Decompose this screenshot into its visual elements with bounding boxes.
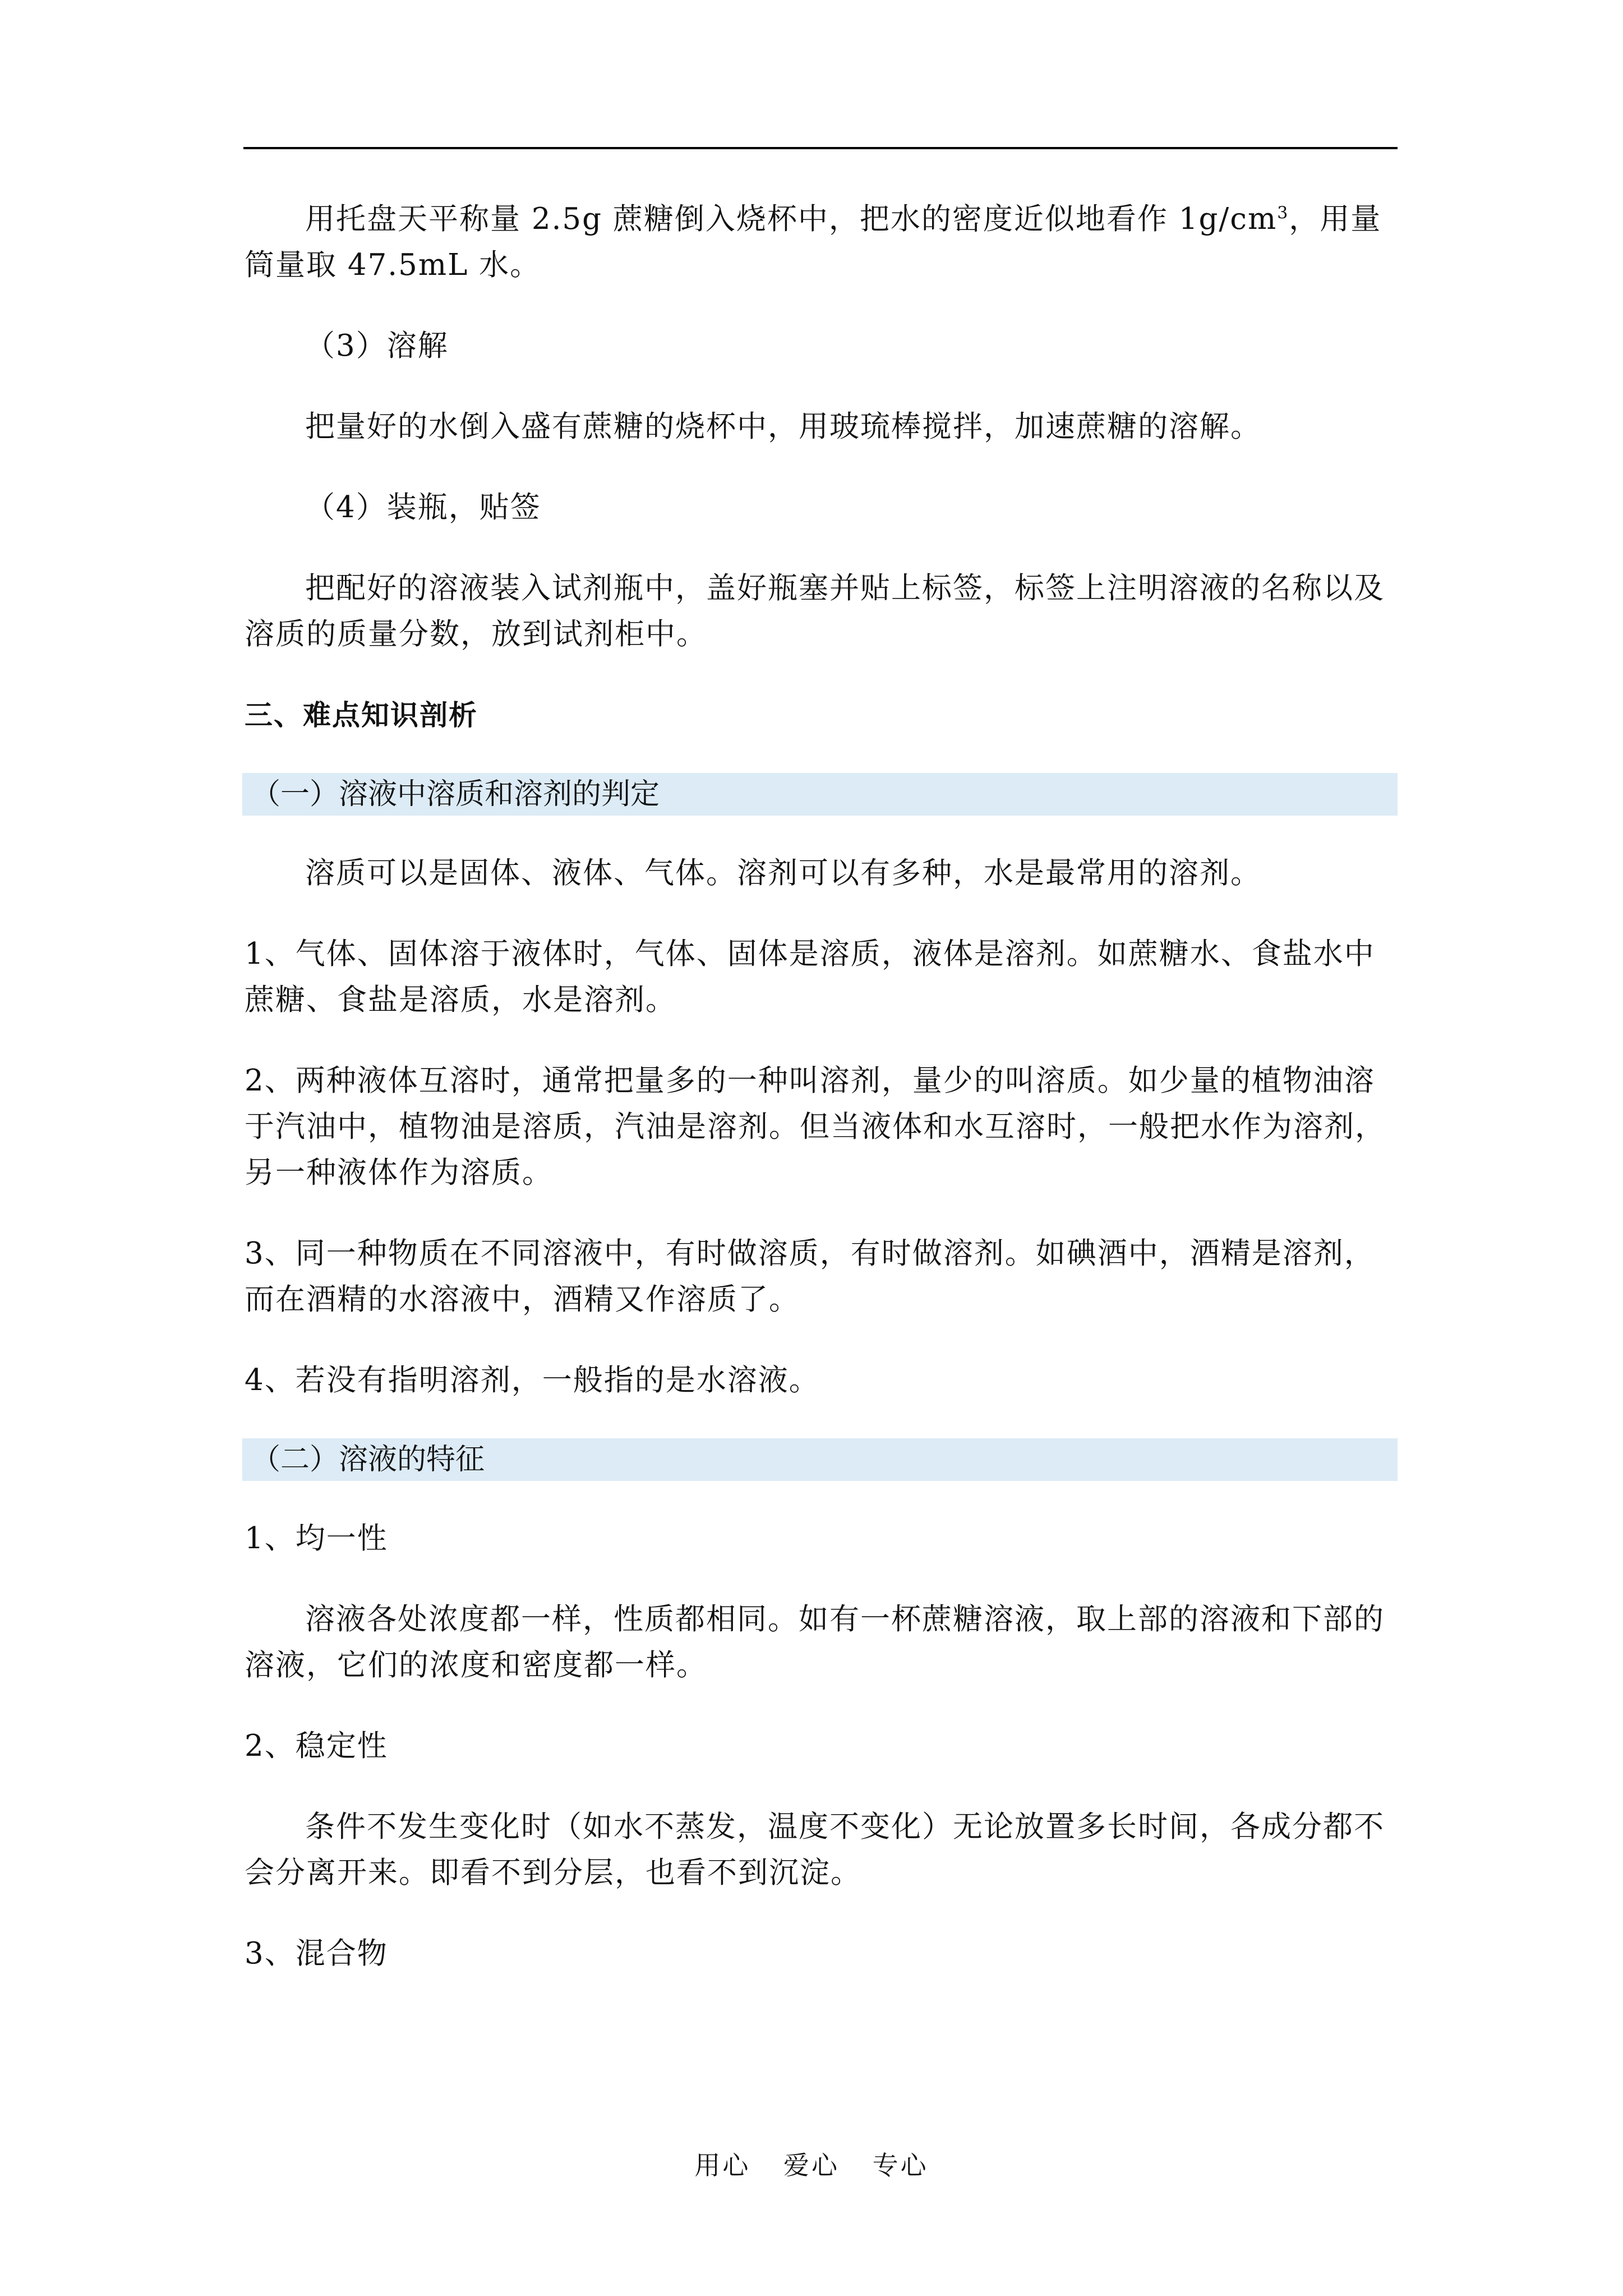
step-bottling-text: 把配好的溶液装入试剂瓶中，盖好瓶塞并贴上标签，标签上注明溶液的名称以及溶质的质量分数，放到试剂柜中。 bbox=[245, 571, 1385, 651]
header-rule bbox=[243, 147, 1398, 149]
section-difficult-points-title: 三、难点知识剖析 bbox=[245, 699, 478, 731]
feature-stability-text: 条件不发生变化时（如水不蒸发，温度不变化）无论放置多长时间，各成分都不会分离开来。即看不到分层，也看不到沉淀。 bbox=[245, 1810, 1385, 1890]
superscript-3: 3 bbox=[1277, 203, 1289, 223]
solute-solvent-item-1: 1、气体、固体溶于液体时，气体、固体是溶质，液体是溶剂。如蔗糖水、食盐水中蔗糖、食盐是溶质，水是溶剂。 bbox=[245, 937, 1375, 1017]
paragraph-weighing-text: 用托盘天平称量 2.5g 蔗糖倒入烧杯中，把水的密度近似地看作 1g/cm bbox=[305, 202, 1278, 236]
feature-uniformity-heading: 1、均一性 bbox=[245, 1521, 388, 1556]
solute-solvent-intro: 溶质可以是固体、液体、气体。溶剂可以有多种，水是最常用的溶剂。 bbox=[305, 856, 1261, 890]
feature-uniformity-text: 溶液各处浓度都一样，性质都相同。如有一杯蔗糖溶液，取上部的溶液和下部的溶液，它们的浓度和密度都一样。 bbox=[245, 1602, 1385, 1682]
step-dissolve-heading: （3）溶解 bbox=[305, 329, 449, 363]
page-content bbox=[245, 196, 1398, 2012]
subsection-solution-features-title: （二）溶液的特征 bbox=[242, 1438, 1398, 1481]
step-bottling-heading: （4）装瓶，贴签 bbox=[305, 490, 541, 524]
feature-stability-heading: 2、稳定性 bbox=[245, 1729, 388, 1763]
paragraph-weighing-tail: ，用量筒量取 47.5mL 水。 bbox=[245, 202, 1382, 282]
solute-solvent-item-3: 3、同一种物质在不同溶液中，有时做溶质，有时做溶剂。如碘酒中，酒精是溶剂，而在酒精的水溶液中，酒精又作溶质了。 bbox=[245, 1236, 1375, 1317]
page-footer: 用心 爱心 专心 bbox=[694, 2150, 929, 2180]
solute-solvent-item-2: 2、两种液体互溶时，通常把量多的一种叫溶剂，量少的叫溶质。如少量的植物油溶于汽油中，植物油是溶质，汽油是溶剂。但当液体和水互溶时，一般把水作为溶剂，另一种液体作为溶质。 bbox=[245, 1064, 1386, 1190]
subsection-solute-solvent-title: （一）溶液中溶质和溶剂的判定 bbox=[242, 773, 1398, 816]
solute-solvent-item-4: 4、若没有指明溶剂，一般指的是水溶液。 bbox=[245, 1363, 820, 1397]
step-dissolve-text: 把量好的水倒入盛有蔗糖的烧杯中，用玻琉棒搅拌，加速蔗糖的溶解。 bbox=[305, 409, 1261, 444]
feature-mixture-heading: 3、混合物 bbox=[245, 1936, 388, 1971]
paragraph-weighing bbox=[245, 196, 1398, 288]
